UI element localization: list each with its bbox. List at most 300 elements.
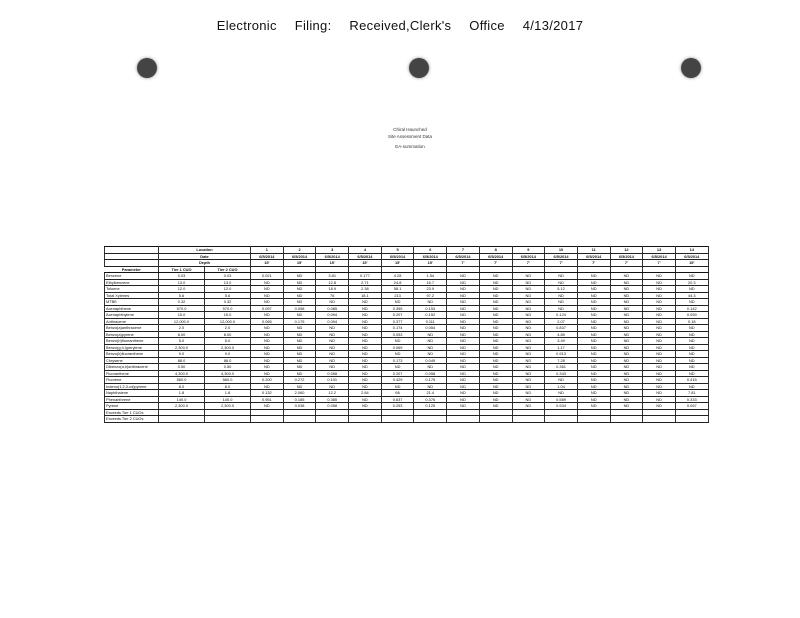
result-cell <box>675 416 708 423</box>
data-table <box>104 246 709 423</box>
tier1-value: 88.0 <box>159 357 205 364</box>
result-cell: ND <box>447 377 480 384</box>
result-cell: ND <box>447 299 480 306</box>
result-cell: 0.637 <box>381 396 414 403</box>
result-cell: 23.9 <box>414 286 447 293</box>
result-cell: ND <box>577 325 610 332</box>
result-cell: ND <box>577 364 610 371</box>
result-cell: ND <box>512 318 545 325</box>
result-cell: ND <box>316 325 349 332</box>
result-cell: ND <box>643 305 676 312</box>
parameter-name: Anthracene <box>105 318 159 325</box>
result-cell: 0.152 <box>414 312 447 319</box>
result-cell: ND <box>283 273 316 280</box>
table-row <box>105 416 709 423</box>
result-cell: ND <box>577 370 610 377</box>
result-cell: ND <box>512 370 545 377</box>
date-cell: 6/5/2014 <box>349 253 382 260</box>
result-cell: 21.4 <box>414 390 447 397</box>
result-cell: ND <box>251 312 284 319</box>
result-cell: 0.097 <box>251 305 284 312</box>
result-cell: 0.094 <box>316 318 349 325</box>
result-cell: ND <box>251 286 284 293</box>
result-cell: ND <box>512 286 545 293</box>
result-cell: ND <box>447 403 480 410</box>
result-cell: ND <box>545 377 578 384</box>
result-cell: ND <box>577 357 610 364</box>
result-cell: ND <box>349 299 382 306</box>
result-cell: 0.355 <box>381 305 414 312</box>
result-cell: ND <box>479 344 512 351</box>
result-cell: ND <box>512 351 545 358</box>
result-cell: ND <box>675 331 708 338</box>
result-cell: 2.38 <box>349 286 382 293</box>
result-cell: ND <box>479 351 512 358</box>
result-cell: 2.71 <box>349 279 382 286</box>
result-cell: ND <box>675 370 708 377</box>
tier2-value: 88.0 <box>205 357 251 364</box>
result-cell: 0.951 <box>251 396 284 403</box>
result-cell: 18.9 <box>316 286 349 293</box>
result-cell: ND <box>512 344 545 351</box>
result-cell: ND <box>349 338 382 345</box>
result-cell: 4.28 <box>381 273 414 280</box>
result-cell: 0.175 <box>283 318 316 325</box>
depth-cell: 7' <box>643 260 676 267</box>
memo-block <box>300 126 520 150</box>
date-cell: 6/5/2014 <box>283 253 316 260</box>
tier1-value: 12,000.0 <box>159 318 205 325</box>
tier2-value: 15.0 <box>205 312 251 319</box>
depth-cell: 7' <box>545 260 578 267</box>
result-cell: ND <box>577 390 610 397</box>
tier1-value: 8.00 <box>159 331 205 338</box>
tier2-value: 0.03 <box>205 273 251 280</box>
result-cell: ND <box>545 273 578 280</box>
result-cell: ND <box>512 292 545 299</box>
location-cell: 6 <box>414 247 447 254</box>
tier1-value: 2,300.0 <box>159 403 205 410</box>
result-cell: ND <box>610 383 643 390</box>
date-label: Date <box>159 253 251 260</box>
result-cell: ND <box>479 292 512 299</box>
result-cell: ND <box>349 344 382 351</box>
result-cell: ND <box>316 351 349 358</box>
result-cell: ND <box>643 338 676 345</box>
result-cell: ND <box>479 377 512 384</box>
result-cell: 0.053 <box>381 331 414 338</box>
result-cell: ND <box>512 273 545 280</box>
result-cell: ND <box>610 396 643 403</box>
result-cell: ND <box>479 370 512 377</box>
result-cell: ND <box>447 312 480 319</box>
result-cell: ND <box>577 383 610 390</box>
result-cell: ND <box>479 338 512 345</box>
tier2-value: 140.0 <box>205 396 251 403</box>
result-cell: ND <box>381 299 414 306</box>
result-cell <box>447 416 480 423</box>
result-cell: ND <box>675 344 708 351</box>
result-cell: ND <box>251 292 284 299</box>
location-cell: 1 <box>251 247 284 254</box>
punch-hole-center <box>409 58 429 78</box>
result-cell: ND <box>577 286 610 293</box>
result-cell: 0.207 <box>381 370 414 377</box>
parameter-name: Fluoranthene <box>105 370 159 377</box>
result-cell: 0.132 <box>251 390 284 397</box>
result-cell <box>381 416 414 423</box>
result-cell: ND <box>283 325 316 332</box>
parameter-name: Benzo(b)fluoranthene <box>105 338 159 345</box>
filing-stamp <box>0 18 800 33</box>
tier1-value: 570.0 <box>159 305 205 312</box>
result-cell: ND <box>479 318 512 325</box>
result-cell: 0.153 <box>414 305 447 312</box>
result-cell <box>545 416 578 423</box>
result-cell: ND <box>381 351 414 358</box>
result-cell: 97.2 <box>414 292 447 299</box>
date-cell: 6/5/2014 <box>545 253 578 260</box>
result-cell: ND <box>414 364 447 371</box>
result-cell: ND <box>512 396 545 403</box>
result-cell: ND <box>381 338 414 345</box>
tier2-value: 2,300.0 <box>205 344 251 351</box>
result-cell: ND <box>447 383 480 390</box>
date-cell: 6/5/2014 <box>512 253 545 260</box>
tier2-value: 9.0 <box>205 351 251 358</box>
result-cell: 16.7 <box>414 279 447 286</box>
depth-cell: 15' <box>675 260 708 267</box>
parameter-name: Dibenzo(a,h)anthracene <box>105 364 159 371</box>
depth-cell: 15' <box>381 260 414 267</box>
result-cell: ND <box>447 390 480 397</box>
result-cell: ND <box>479 390 512 397</box>
location-cell: 12 <box>610 247 643 254</box>
result-cell: ND <box>479 279 512 286</box>
result-cell: ND <box>349 377 382 384</box>
result-cell: 2.07 <box>545 318 578 325</box>
result-cell: 18.1 <box>349 292 382 299</box>
result-cell: 0.333 <box>675 396 708 403</box>
tier1-value: 140.0 <box>159 396 205 403</box>
result-cell: ND <box>610 357 643 364</box>
result-cell: ND <box>283 299 316 306</box>
result-cell: ND <box>283 383 316 390</box>
result-cell: ND <box>643 344 676 351</box>
result-cell: ND <box>512 299 545 306</box>
result-cell: ND <box>610 338 643 345</box>
parameter-name: MTBE <box>105 299 159 306</box>
result-cell: ND <box>381 364 414 371</box>
tier1-value: 0.03 <box>159 273 205 280</box>
tier2-value: 1.8 <box>205 390 251 397</box>
result-cell: ND <box>643 377 676 384</box>
parameter-name: Benzo(a)anthracene <box>105 325 159 332</box>
result-cell: 1.04 <box>545 383 578 390</box>
result-cell: ND <box>610 273 643 280</box>
location-cell: 7 <box>447 247 480 254</box>
result-cell: 0.069 <box>381 344 414 351</box>
location-cell: 4 <box>349 247 382 254</box>
result-cell: ND <box>316 338 349 345</box>
result-cell: 0.059 <box>675 312 708 319</box>
parameter-label: Parameter <box>105 266 159 273</box>
result-cell: 0.058 <box>316 403 349 410</box>
tier1-value: 2.0 <box>159 325 205 332</box>
parameter-name: Phenanthrene <box>105 396 159 403</box>
result-cell: 0.065 <box>251 318 284 325</box>
parameter-name: Benzo(a)pyrene <box>105 331 159 338</box>
result-cell: ND <box>577 312 610 319</box>
tier2-value: 13.0 <box>205 279 251 286</box>
depth-cell: 15' <box>251 260 284 267</box>
result-cell: ND <box>577 338 610 345</box>
location-cell: 10 <box>545 247 578 254</box>
result-cell: ND <box>643 390 676 397</box>
date-cell: 6/5/2014 <box>577 253 610 260</box>
result-cell: ND <box>675 338 708 345</box>
result-cell: ND <box>512 377 545 384</box>
result-cell: ND <box>447 370 480 377</box>
result-cell: ND <box>283 364 316 371</box>
result-cell: 0.142 <box>675 305 708 312</box>
result-cell: 0.111 <box>414 318 447 325</box>
result-cell: 0.054 <box>414 325 447 332</box>
result-cell: 0.185 <box>283 396 316 403</box>
parameter-name: Indeno(1,2,3-cd)pyrene <box>105 383 159 390</box>
parameter-name: Ethylbenzene <box>105 279 159 286</box>
tier1-value: 1.8 <box>159 390 205 397</box>
result-cell: ND <box>447 273 480 280</box>
tier1-value: 0.50 <box>159 364 205 371</box>
location-cell: 3 <box>316 247 349 254</box>
result-cell: ND <box>283 331 316 338</box>
result-cell: ND <box>610 279 643 286</box>
result-cell: 12.8 <box>316 279 349 286</box>
depth-cell: 15' <box>414 260 447 267</box>
result-cell: 0.173 <box>381 357 414 364</box>
result-cell: 1.54 <box>414 273 447 280</box>
result-cell: 0.343 <box>545 370 578 377</box>
parameter-name: Acenaphthylene <box>105 312 159 319</box>
tier2-value: 0.50 <box>205 364 251 371</box>
result-cell: ND <box>251 338 284 345</box>
result-cell: ND <box>675 357 708 364</box>
result-cell: ND <box>577 305 610 312</box>
result-cell: ND <box>479 325 512 332</box>
result-cell: ND <box>251 364 284 371</box>
result-cell: ND <box>675 383 708 390</box>
result-cell: ND <box>577 396 610 403</box>
parameter-name: Acenaphthene <box>105 305 159 312</box>
date-cell: 6/5/2014 <box>316 253 349 260</box>
depth-cell: 15' <box>283 260 316 267</box>
result-cell: ND <box>610 351 643 358</box>
result-cell: 7.28 <box>545 357 578 364</box>
date-cell: 6/5/2014 <box>381 253 414 260</box>
result-cell: ND <box>610 292 643 299</box>
tier1-value: 4,300.0 <box>159 370 205 377</box>
result-cell: 0.049 <box>414 357 447 364</box>
result-cell: ND <box>447 351 480 358</box>
result-cell: 7.81 <box>675 390 708 397</box>
result-cell: ND <box>479 286 512 293</box>
result-cell: ND <box>479 396 512 403</box>
result-cell: ND <box>577 279 610 286</box>
result-cell: 0.125 <box>414 403 447 410</box>
result-cell: ND <box>316 299 349 306</box>
result-cell: 3.49 <box>545 338 578 345</box>
result-cell: 0.058 <box>414 370 447 377</box>
result-cell: 44.3 <box>675 292 708 299</box>
parameter-name: Exceeds Tier 2 CUOs <box>105 416 159 423</box>
result-cell: 0.175 <box>414 377 447 384</box>
result-cell: ND <box>643 357 676 364</box>
result-cell <box>349 416 382 423</box>
result-cell: ND <box>349 351 382 358</box>
result-cell: 0.534 <box>545 403 578 410</box>
result-cell: 0.913 <box>545 351 578 358</box>
filing-office: Office <box>469 18 505 33</box>
result-cell: 0.837 <box>545 325 578 332</box>
result-cell: 0.058 <box>283 305 316 312</box>
result-cell: ND <box>316 357 349 364</box>
result-cell: ND <box>643 273 676 280</box>
result-cell: ND <box>643 279 676 286</box>
result-cell: ND <box>512 383 545 390</box>
result-cell: ND <box>316 331 349 338</box>
tier1-value: 12.0 <box>159 286 205 293</box>
result-cell: ND <box>545 299 578 306</box>
tier1-value: 8.0 <box>159 383 205 390</box>
result-cell: ND <box>545 292 578 299</box>
result-cell <box>610 416 643 423</box>
filing-date: 4/13/2017 <box>522 18 584 33</box>
result-cell: ND <box>349 357 382 364</box>
parameter-name: Fluorene <box>105 377 159 384</box>
result-cell: 12.2 <box>316 390 349 397</box>
result-cell: ND <box>251 357 284 364</box>
result-cell: ND <box>479 364 512 371</box>
tier1-value: 15.0 <box>159 312 205 319</box>
result-cell: ND <box>643 403 676 410</box>
depth-cell: 7' <box>447 260 480 267</box>
depth-cell: 15' <box>316 260 349 267</box>
result-cell: ND <box>414 344 447 351</box>
tier2-value: 0.32 <box>205 299 251 306</box>
location-cell: 5 <box>381 247 414 254</box>
result-cell: ND <box>479 273 512 280</box>
result-cell: ND <box>512 305 545 312</box>
filing-prefix: Electronic <box>216 18 277 33</box>
result-cell: 0.385 <box>316 396 349 403</box>
result-cell: ND <box>577 377 610 384</box>
result-cell: ND <box>545 390 578 397</box>
result-cell: ND <box>349 331 382 338</box>
result-cell: ND <box>316 383 349 390</box>
result-cell: ND <box>447 331 480 338</box>
result-cell: ND <box>447 318 480 325</box>
result-cell: ND <box>643 312 676 319</box>
result-cell: ND <box>675 351 708 358</box>
result-cell: 3.81 <box>316 273 349 280</box>
result-cell: 0.067 <box>675 403 708 410</box>
tier2-value: 8.0 <box>205 383 251 390</box>
result-cell: 24.8 <box>381 279 414 286</box>
tier1-label: Tier 1 CUO <box>159 266 205 273</box>
tier2-value: 12.0 <box>205 286 251 293</box>
result-cell: 2.060 <box>283 390 316 397</box>
result-cell: ND <box>316 364 349 371</box>
result-cell: ND <box>512 279 545 286</box>
depth-cell: 7' <box>610 260 643 267</box>
result-cell: 0.200 <box>251 377 284 384</box>
result-cell: 0.094 <box>316 312 349 319</box>
result-cell: ND <box>251 331 284 338</box>
data-table-container <box>104 246 708 421</box>
result-cell: ND <box>349 305 382 312</box>
date-cell: 6/5/2014 <box>610 253 643 260</box>
location-cell: 8 <box>479 247 512 254</box>
result-cell: ND <box>447 338 480 345</box>
result-cell: ND <box>251 299 284 306</box>
result-cell: ND <box>447 279 480 286</box>
punch-hole-right <box>681 58 701 78</box>
result-cell: ND <box>577 351 610 358</box>
result-cell: ND <box>610 305 643 312</box>
tier2-value: 570.0 <box>205 305 251 312</box>
result-cell: ND <box>447 305 480 312</box>
result-cell: ND <box>283 357 316 364</box>
result-cell: ND <box>610 364 643 371</box>
result-cell: ND <box>251 370 284 377</box>
parameter-name: Pyrene <box>105 403 159 410</box>
result-cell <box>251 416 284 423</box>
result-cell: 0.177 <box>349 273 382 280</box>
result-cell: ND <box>479 357 512 364</box>
result-cell: ND <box>349 403 382 410</box>
result-cell: ND <box>577 292 610 299</box>
result-cell: ND <box>447 396 480 403</box>
result-cell: ND <box>577 299 610 306</box>
result-cell: ND <box>675 325 708 332</box>
tier2-value: 560.0 <box>205 377 251 384</box>
result-cell: 4.85 <box>545 331 578 338</box>
tier2-value: 5.0 <box>205 338 251 345</box>
result-cell: ND <box>610 318 643 325</box>
result-cell: ND <box>610 377 643 384</box>
date-cell: 6/5/2014 <box>479 253 512 260</box>
result-cell: 0.589 <box>545 396 578 403</box>
result-cell: ND <box>447 357 480 364</box>
tier1-value: 560.0 <box>159 377 205 384</box>
result-cell: ND <box>610 370 643 377</box>
parameter-name: Toluene <box>105 286 159 293</box>
memo-line-3: EA-summation <box>395 144 425 149</box>
result-cell: ND <box>512 390 545 397</box>
result-cell: 0.272 <box>283 377 316 384</box>
result-cell: 0.376 <box>414 396 447 403</box>
parameter-name: Exceeds Tier 1 CUOs <box>105 409 159 416</box>
result-cell <box>512 416 545 423</box>
tier1-value: 13.0 <box>159 279 205 286</box>
punch-hole-left <box>137 58 157 78</box>
result-cell: 20.3 <box>675 279 708 286</box>
tier2-value <box>205 416 251 423</box>
memo-line-2: Site Assessment Data <box>387 134 433 139</box>
parameter-name: Benzo(k)fluoranthene <box>105 351 159 358</box>
result-cell: ND <box>577 273 610 280</box>
